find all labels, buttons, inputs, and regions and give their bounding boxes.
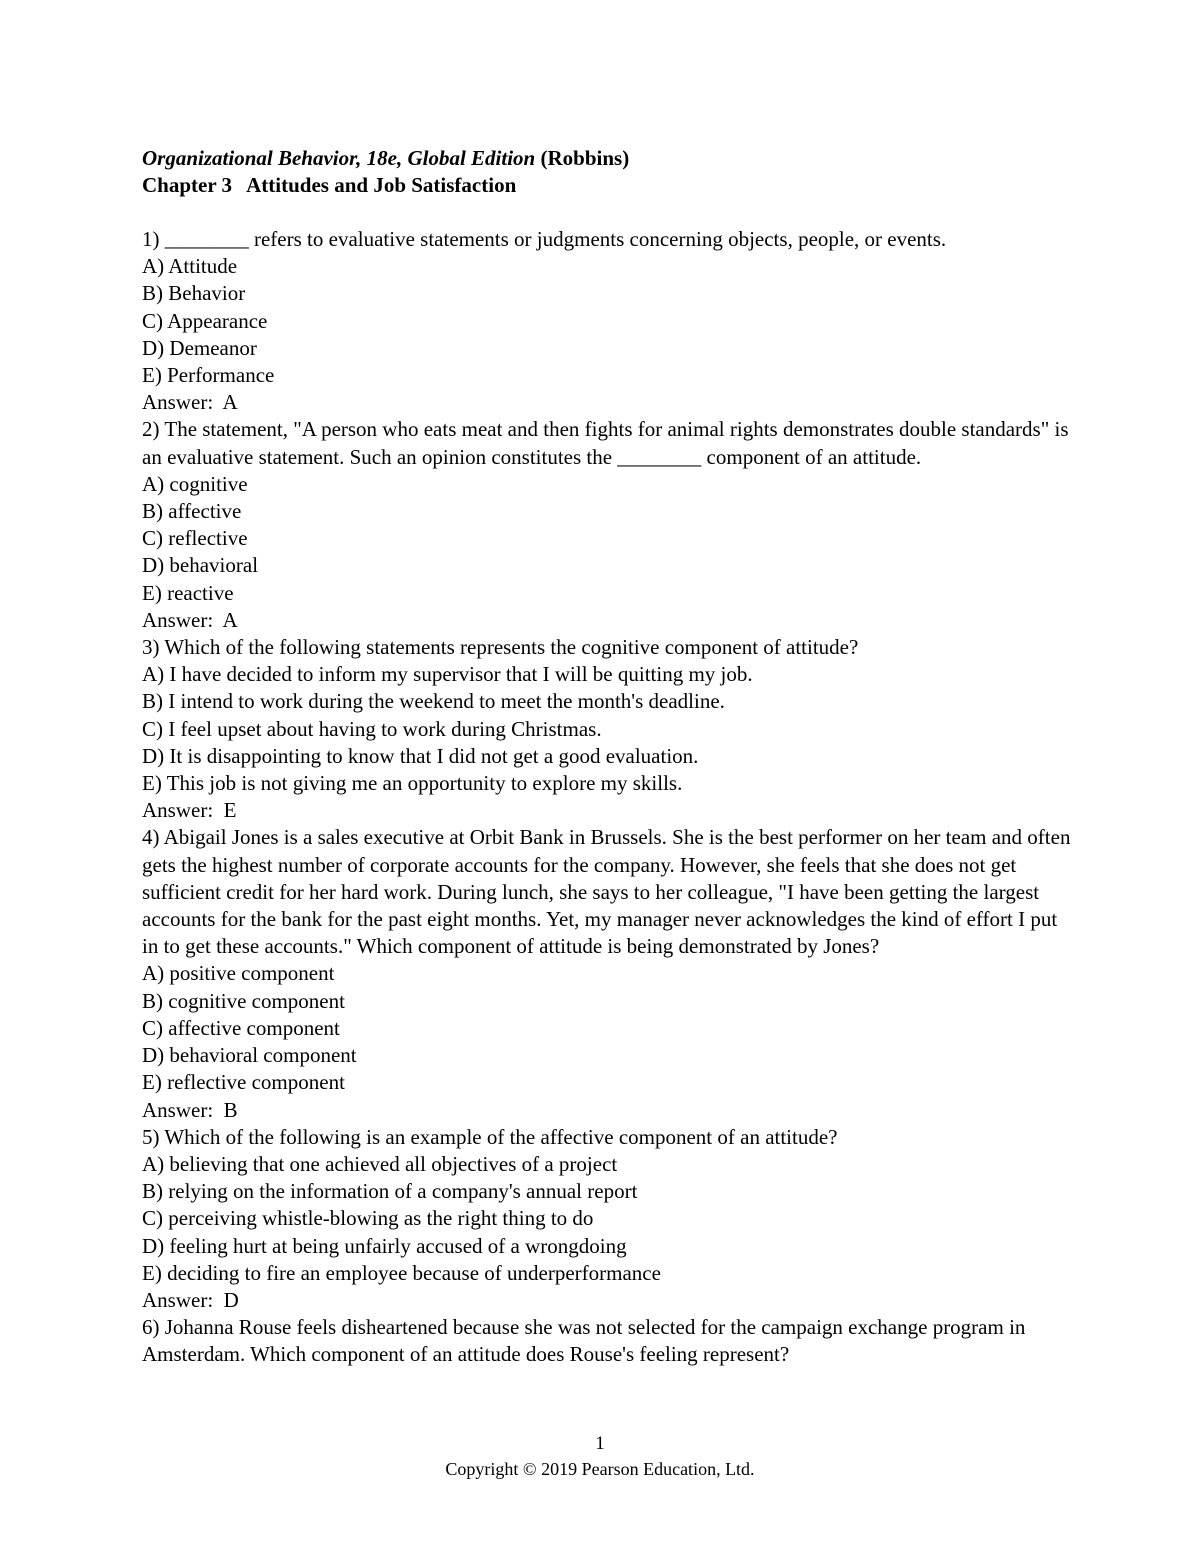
option-a: A) cognitive — [142, 471, 248, 496]
option-e: E) deciding to fire an employee because of underperformance — [142, 1260, 661, 1285]
question-6 — [142, 1314, 1072, 1368]
book-title: Organizational Behavior, 18e, Global Edition — [142, 146, 536, 170]
answer-line: Answer: A — [142, 390, 238, 415]
question-stem: 1) ________ refers to evaluative statements or judgments concerning objects, people, or events. — [142, 227, 947, 251]
question-4 — [142, 824, 1072, 1123]
option-a: A) I have decided to inform my supervisor that I will be quitting my job. — [142, 662, 753, 687]
question-stem: 4) Abigail Jones is a sales executive at Orbit Bank in Brussels. She is the best performer on her team and often gets the highest number of corporate accounts for the company. However, she feels that she does not get sufficient credit for her hard work. During lunch, she says to her colleague, "I have been getting the largest accounts for the bank for the past eight months. Yet, my manager never acknowledges the kind of effort I put in to get these accounts." Which component of attitude is being demonstrated by Jones? — [142, 825, 1071, 959]
book-author: (Robbins) — [540, 146, 630, 170]
question-1 — [142, 226, 1072, 416]
book-title-line — [142, 145, 1072, 172]
option-b: B) affective — [142, 499, 242, 524]
option-a: A) positive component — [142, 961, 335, 986]
question-stem: 5) Which of the following is an example of the affective component of an attitude? — [142, 1124, 838, 1149]
option-c: C) perceiving whistle-blowing as the right thing to do — [142, 1206, 594, 1231]
option-e: E) reactive — [142, 580, 234, 605]
option-e: E) This job is not giving me an opportunity to explore my skills. — [142, 771, 683, 796]
chapter-label: Chapter 3 — [142, 173, 233, 197]
question-3 — [142, 634, 1072, 824]
answer-line: Answer: E — [142, 798, 237, 823]
option-c: C) reflective — [142, 526, 248, 551]
option-e: E) Performance — [142, 363, 275, 388]
question-stem: 2) The statement, "A person who eats meat and then fights for animal rights demonstrates double standards" is an evaluative statement. Such an opinion constitutes the ________ component of an attitude. — [142, 417, 1069, 469]
answer-line: Answer: D — [142, 1287, 239, 1312]
option-c: C) Appearance — [142, 308, 268, 333]
page-number: 1 — [595, 1433, 605, 1454]
option-d: D) behavioral component — [142, 1043, 357, 1068]
option-c: C) affective component — [142, 1015, 340, 1040]
option-b: B) cognitive component — [142, 988, 345, 1013]
option-d: D) behavioral — [142, 553, 259, 578]
answer-line: Answer: A — [142, 607, 238, 632]
chapter-title: Attitudes and Job Satisfaction — [246, 173, 517, 197]
option-d: D) It is disappointing to know that I did not get a good evaluation. — [142, 743, 699, 768]
chapter-heading — [142, 172, 1072, 199]
question-5 — [142, 1124, 1072, 1314]
copyright-notice: Copyright © 2019 Pearson Education, Ltd. — [445, 1459, 755, 1479]
option-b: B) Behavior — [142, 281, 246, 306]
question-2 — [142, 416, 1072, 634]
option-b: B) I intend to work during the weekend to meet the month's deadline. — [142, 689, 725, 714]
option-d: D) feeling hurt at being unfairly accused of a wrongdoing — [142, 1233, 627, 1258]
option-c: C) I feel upset about having to work during Christmas. — [142, 716, 602, 741]
answer-line: Answer: B — [142, 1097, 238, 1122]
option-b: B) relying on the information of a company's annual report — [142, 1179, 638, 1204]
option-a: A) Attitude — [142, 254, 238, 279]
question-stem: 6) Johanna Rouse feels disheartened because she was not selected for the campaign exchange program in Amsterdam. Which component of an attitude does Rouse's feeling represent? — [142, 1315, 1026, 1367]
page-content — [142, 145, 1072, 1369]
question-stem: 3) Which of the following statements represents the cognitive component of attitude? — [142, 635, 859, 660]
option-e: E) reflective component — [142, 1070, 345, 1095]
option-d: D) Demeanor — [142, 335, 257, 360]
option-a: A) believing that one achieved all objectives of a project — [142, 1151, 618, 1176]
